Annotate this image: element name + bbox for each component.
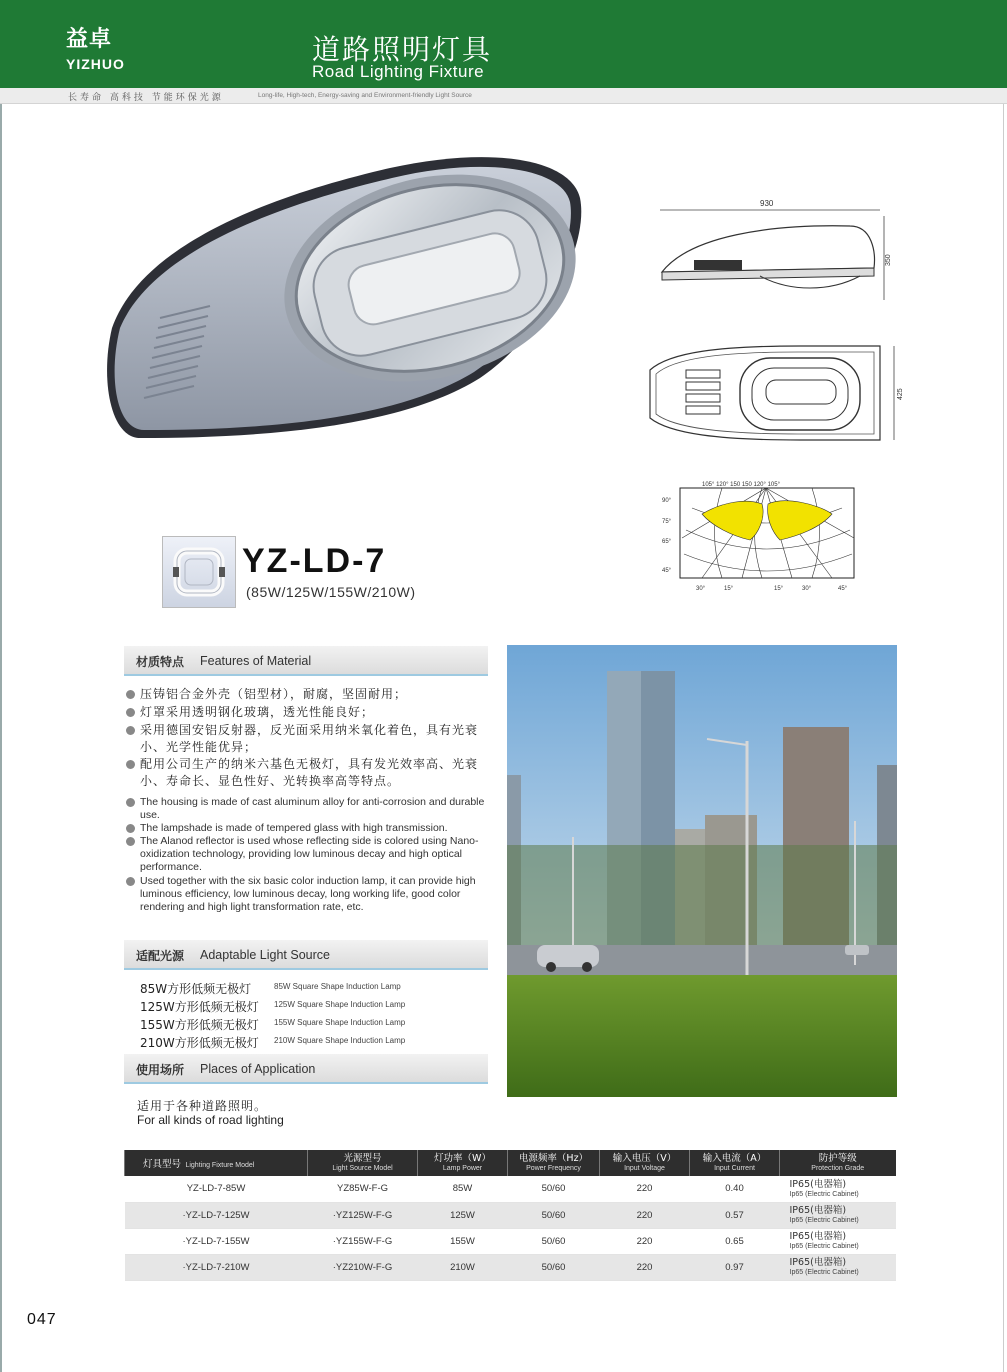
cell-source: ·YZ125W-F-G xyxy=(308,1202,418,1228)
cell-source: ·YZ155W-F-G xyxy=(308,1228,418,1254)
light-source-cn: 210W方形低频无极灯 xyxy=(140,1036,259,1050)
light-source-title-en: Adaptable Light Source xyxy=(200,948,330,962)
side-view-drawing xyxy=(650,196,900,306)
tagline-cn: 长寿命 高科技 节能环保光源 xyxy=(68,93,224,103)
light-source-cn: 125W方形低频无极灯 xyxy=(140,1000,259,1014)
cell-power: 125W xyxy=(418,1202,508,1228)
page-number: 047 xyxy=(27,1311,57,1328)
table-row xyxy=(125,1176,896,1202)
table-row xyxy=(125,1254,896,1280)
light-source-en: 85W Square Shape Induction Lamp xyxy=(274,982,401,991)
light-source-cn: 155W方形低频无极灯 xyxy=(140,1018,259,1032)
brand-name-en: YIZHUO xyxy=(66,56,125,72)
drawing-top-height-label: 425 xyxy=(897,388,904,400)
table-row xyxy=(125,1202,896,1228)
feature-cn-item: 采用德国安铝反射器，反光面采用纳米氧化着色，具有光衰小、光学性能优异； xyxy=(124,722,496,756)
cell-source: YZ85W-F-G xyxy=(308,1176,418,1202)
polar-bottom-label-3: 15° xyxy=(774,586,784,592)
cell-protection: IP65(电器箱) Ip65 (Electric Cabinet) xyxy=(780,1254,896,1280)
feature-cn-item: 压铸铝合金外壳（铝型材），耐腐，坚固耐用； xyxy=(124,686,496,703)
polar-bottom-label-2: 15° xyxy=(724,586,734,592)
column-header: 输入电流（A） Input Current xyxy=(690,1150,780,1176)
induction-lamp-thumbnail xyxy=(162,536,236,608)
feature-en-item: Used together with the six basic color induction lamp, it can provide high luminous efficiency, low luminous decay, long working life, good color rendering and high light transformation rate, etc. xyxy=(124,875,496,914)
feature-en-item: The housing is made of cast aluminum alloy for anti-corrosion and durable use. xyxy=(124,796,496,822)
feature-en-item: The lampshade is made of tempered glass with high transmission. xyxy=(124,822,496,835)
cell-protection: IP65(电器箱) Ip65 (Electric Cabinet) xyxy=(780,1176,896,1202)
light-source-row xyxy=(140,1034,490,1052)
page-title-en: Road Lighting Fixture xyxy=(312,62,485,81)
cell-current: 0.97 xyxy=(690,1254,780,1280)
cell-current: 0.40 xyxy=(690,1176,780,1202)
feature-en-item: The Alanod reflector is used whose reflecting side is colored using Nano-oxidization technology, providing low luminous decay and high optical performance. xyxy=(124,835,496,874)
cell-voltage: 220 xyxy=(600,1254,690,1280)
polar-bottom-label-5: 45° xyxy=(838,586,848,592)
cell-model: ·YZ-LD-7-210W xyxy=(125,1254,308,1280)
induction-lamp-icon xyxy=(163,537,235,607)
page-title-cn: 道路照明灯具 xyxy=(312,33,493,66)
table-header-row xyxy=(125,1150,896,1176)
light-source-cn: 85W方形低频无极灯 xyxy=(140,982,252,996)
column-header: 光源型号 Light Source Model xyxy=(308,1150,418,1176)
cell-frequency: 50/60 xyxy=(508,1202,600,1228)
polar-left-label-2: 75° xyxy=(662,519,672,525)
cell-frequency: 50/60 xyxy=(508,1228,600,1254)
right-margin-rule xyxy=(1003,104,1004,1372)
polar-left-label-3: 65° xyxy=(662,539,672,545)
cell-power: 210W xyxy=(418,1254,508,1280)
feature-cn-item: 灯罩采用透明钢化玻璃，透光性能良好； xyxy=(124,704,496,721)
brand-name-cn: 益卓 xyxy=(66,27,113,52)
places-title-cn: 使用场所 xyxy=(136,1063,185,1077)
light-source-row xyxy=(140,980,490,998)
feature-cn-item: 配用公司生产的纳米六基色无极灯，具有发光效率高、光衰小、寿命长、显色性好、光转换率高等特点。 xyxy=(124,756,496,790)
drawing-width-label: 930 xyxy=(760,199,774,208)
cell-protection: IP65(电器箱) Ip65 (Electric Cabinet) xyxy=(780,1228,896,1254)
column-header: 输入电压（V） Input Voltage xyxy=(600,1150,690,1176)
tagline-en: Long-life, High-tech, Energy-saving and Environment-friendly Light Source xyxy=(258,92,472,99)
light-source-en: 155W Square Shape Induction Lamp xyxy=(274,1018,406,1027)
cell-power: 155W xyxy=(418,1228,508,1254)
features-title-cn: 材质特点 xyxy=(136,655,185,669)
polar-left-label-4: 45° xyxy=(662,568,672,574)
light-source-section-header xyxy=(124,940,488,970)
cell-current: 0.57 xyxy=(690,1202,780,1228)
top-view-drawing xyxy=(640,340,910,448)
light-distribution-chart xyxy=(662,478,862,594)
features-title-en: Features of Material xyxy=(200,654,312,668)
spec-table xyxy=(124,1150,896,1281)
cell-current: 0.65 xyxy=(690,1228,780,1254)
light-source-en: 125W Square Shape Induction Lamp xyxy=(274,1000,406,1009)
cell-power: 85W xyxy=(418,1176,508,1202)
table-row xyxy=(125,1228,896,1254)
cell-voltage: 220 xyxy=(600,1228,690,1254)
model-wattages: (85W/125W/155W/210W) xyxy=(246,584,416,600)
polar-bottom-label-1: 30° xyxy=(696,586,706,592)
places-section-header xyxy=(124,1054,488,1084)
cell-voltage: 220 xyxy=(600,1176,690,1202)
street-lamp-photo xyxy=(100,138,600,458)
places-title-en: Places of Application xyxy=(200,1062,316,1076)
cell-frequency: 50/60 xyxy=(508,1176,600,1202)
cell-model: YZ-LD-7-85W xyxy=(125,1176,308,1202)
model-name: YZ-LD-7 xyxy=(242,542,387,580)
cell-model: ·YZ-LD-7-125W xyxy=(125,1202,308,1228)
places-text-en: For all kinds of road lighting xyxy=(137,1113,284,1127)
column-header: 灯具型号 Lighting Fixture Model xyxy=(125,1150,308,1176)
left-margin-rule xyxy=(0,104,2,1372)
features-section-header xyxy=(124,646,488,676)
page-header xyxy=(0,0,1007,88)
light-source-row xyxy=(140,1016,490,1034)
column-header: 电源频率（Hz） Power Frequency xyxy=(508,1150,600,1176)
cell-protection: IP65(电器箱) Ip65 (Electric Cabinet) xyxy=(780,1202,896,1228)
polar-left-label-1: 90° xyxy=(662,498,672,504)
cell-frequency: 50/60 xyxy=(508,1254,600,1280)
light-source-row xyxy=(140,998,490,1016)
drawing-side-height-label: 350 xyxy=(885,254,892,266)
cell-model: ·YZ-LD-7-155W xyxy=(125,1228,308,1254)
light-source-en: 210W Square Shape Induction Lamp xyxy=(274,1036,406,1045)
tagline-bar xyxy=(0,88,1007,104)
column-header: 灯功率（W） Lamp Power xyxy=(418,1150,508,1176)
cell-voltage: 220 xyxy=(600,1202,690,1228)
polar-top-labels: 105° 120° 150 150 120° 105° xyxy=(702,482,780,488)
column-header: 防护等级 Protection Grade xyxy=(780,1150,896,1176)
polar-bottom-label-4: 30° xyxy=(802,586,812,592)
places-text-cn: 适用于各种道路照明。 xyxy=(137,1099,268,1113)
light-source-title-cn: 适配光源 xyxy=(136,949,185,963)
street-scene-photo xyxy=(507,645,897,1097)
cell-source: ·YZ210W-F-G xyxy=(308,1254,418,1280)
